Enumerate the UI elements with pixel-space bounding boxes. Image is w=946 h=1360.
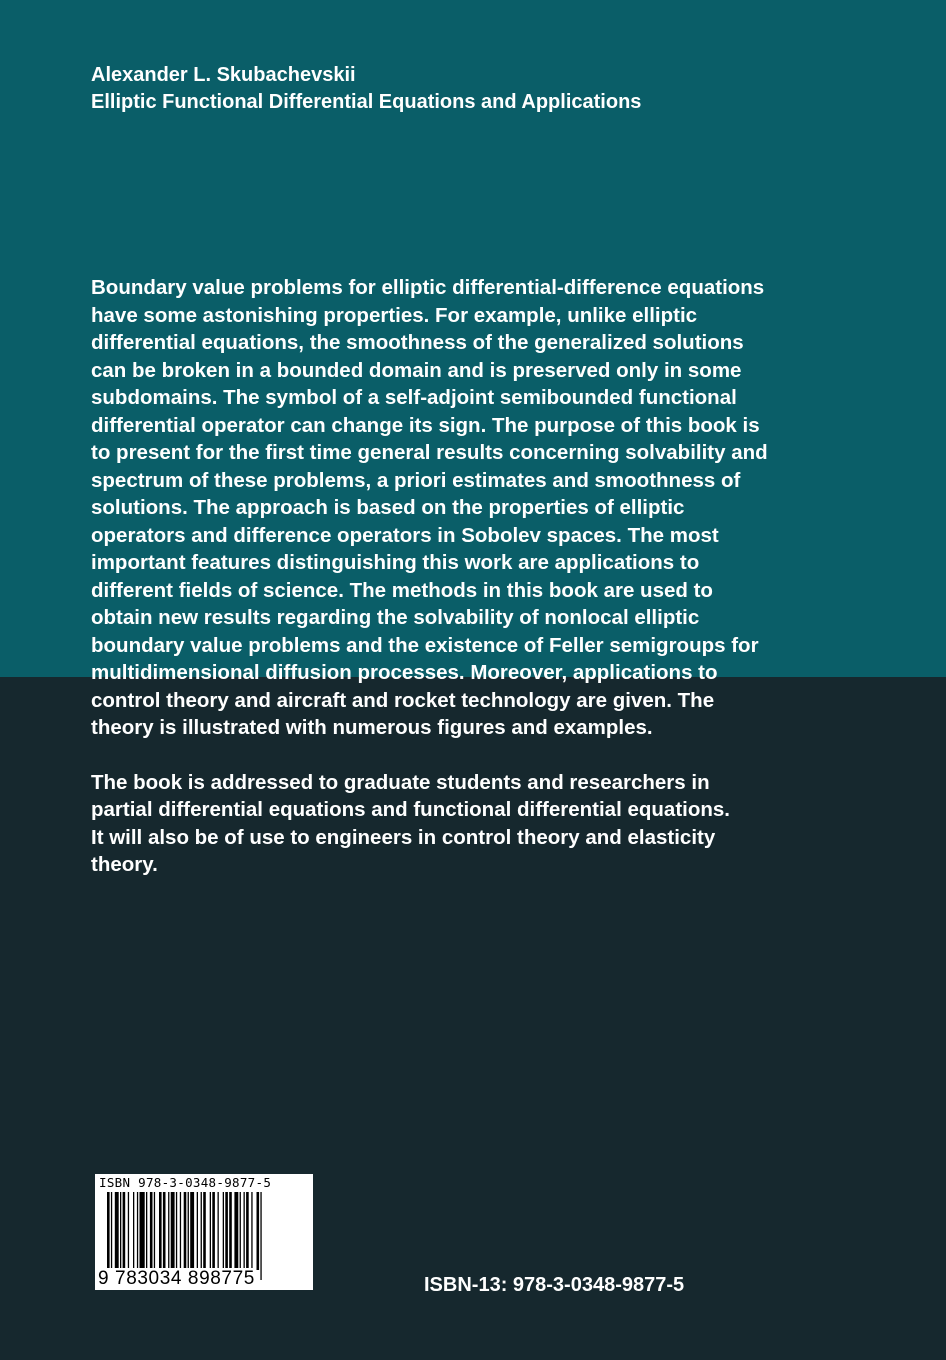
barcode-bar [246,1192,249,1270]
barcode-bar [190,1192,194,1270]
barcode-bar [257,1192,260,1270]
text-line: obtain new results regarding the solvability of nonlocal elliptic [91,606,700,629]
barcode-bar [176,1192,177,1270]
text-line: theory is illustrated with numerous figures and examples. [91,716,653,739]
barcode-bar [146,1192,147,1270]
text-line: multidimensional diffusion processes. Moreover, applications to [91,661,718,684]
barcode-bar [225,1192,228,1270]
book-header [91,62,641,116]
author-name: Alexander L. Skubachevskii [91,64,356,86]
barcode-bar [251,1192,252,1270]
barcode-bar [197,1192,198,1270]
book-description [91,274,881,879]
barcode-bar [244,1192,245,1270]
text-line: boundary value problems and the existence of Feller semigroups for [91,633,759,657]
barcode-bar [223,1192,224,1270]
barcode-isbn-label: ISBN 978-3-0348-9877-5 [99,1175,272,1190]
text-line: to present for the first time general results concerning solvability and [91,441,768,464]
barcode-bar [201,1192,202,1270]
barcode-digits: 9 783034 898775 [98,1268,255,1289]
barcode-bar [234,1192,238,1270]
barcode-bar [218,1192,219,1270]
description-paragraph-2 [91,769,881,879]
text-line: differential operator can change its sign. The purpose of this book is [91,413,760,437]
barcode-bar [184,1192,187,1280]
text-line: important features distinguishing this work are applications to [91,551,700,574]
text-line: can be broken in a bounded domain and is preserved only in some [91,358,742,382]
text-line: solutions. The approach is based on the properties of elliptic [91,496,685,519]
barcode-bar [107,1192,110,1280]
text-line: The book is addressed to graduate students and researchers in [91,770,710,794]
barcode-bar [150,1192,153,1270]
barcode-bar [159,1192,162,1270]
barcode-bar [133,1192,134,1270]
text-line: spectrum of these problems, a priori estimates and smoothness of [91,468,741,492]
barcode-bar [240,1192,241,1270]
barcode-bar [168,1192,169,1270]
barcode-bar [188,1192,189,1270]
text-line: partial differential equations and functional differential equations. [91,798,730,821]
isbn-barcode [95,1174,313,1290]
barcode-bar [111,1192,112,1280]
barcode-bar [140,1192,145,1270]
text-line: It will also be of use to engineers in control theory and elasticity [91,825,716,849]
text-line: subdomains. The symbol of a self-adjoint semibounded functional [91,386,737,409]
text-line: theory. [91,853,158,876]
barcode-bar [260,1192,261,1280]
book-title: Elliptic Functional Differential Equations and Applications [91,91,642,113]
barcode-bar [229,1192,232,1270]
barcode-bar [171,1192,175,1270]
barcode-bar [163,1192,166,1270]
text-line: different fields of science. The methods in this book are used to [91,578,713,602]
isbn-13-label: ISBN-13: 978-3-0348-9877-5 [424,1274,685,1296]
text-line: control theory and aircraft and rocket technology are given. The [91,688,715,712]
text-line: operators and difference operators in Sobolev spaces. The most [91,523,719,547]
barcode-bar [154,1192,155,1270]
barcode-bar [180,1192,181,1270]
barcode-bar [123,1192,126,1270]
barcode-bar [128,1192,129,1270]
barcode-bar [203,1192,206,1270]
text-line: have some astonishing properties. For example, unlike elliptic [91,303,698,327]
barcode-bar [212,1192,215,1270]
barcode-bar [210,1192,211,1270]
barcode-bar [120,1192,121,1270]
text-line: differential equations, the smoothness of the generalized solutions [91,331,744,354]
text-line: Boundary value problems for elliptic differential-difference equations [91,276,765,299]
barcode-bar [115,1192,119,1270]
description-paragraph-1 [91,274,881,742]
barcode-bar [137,1192,138,1270]
